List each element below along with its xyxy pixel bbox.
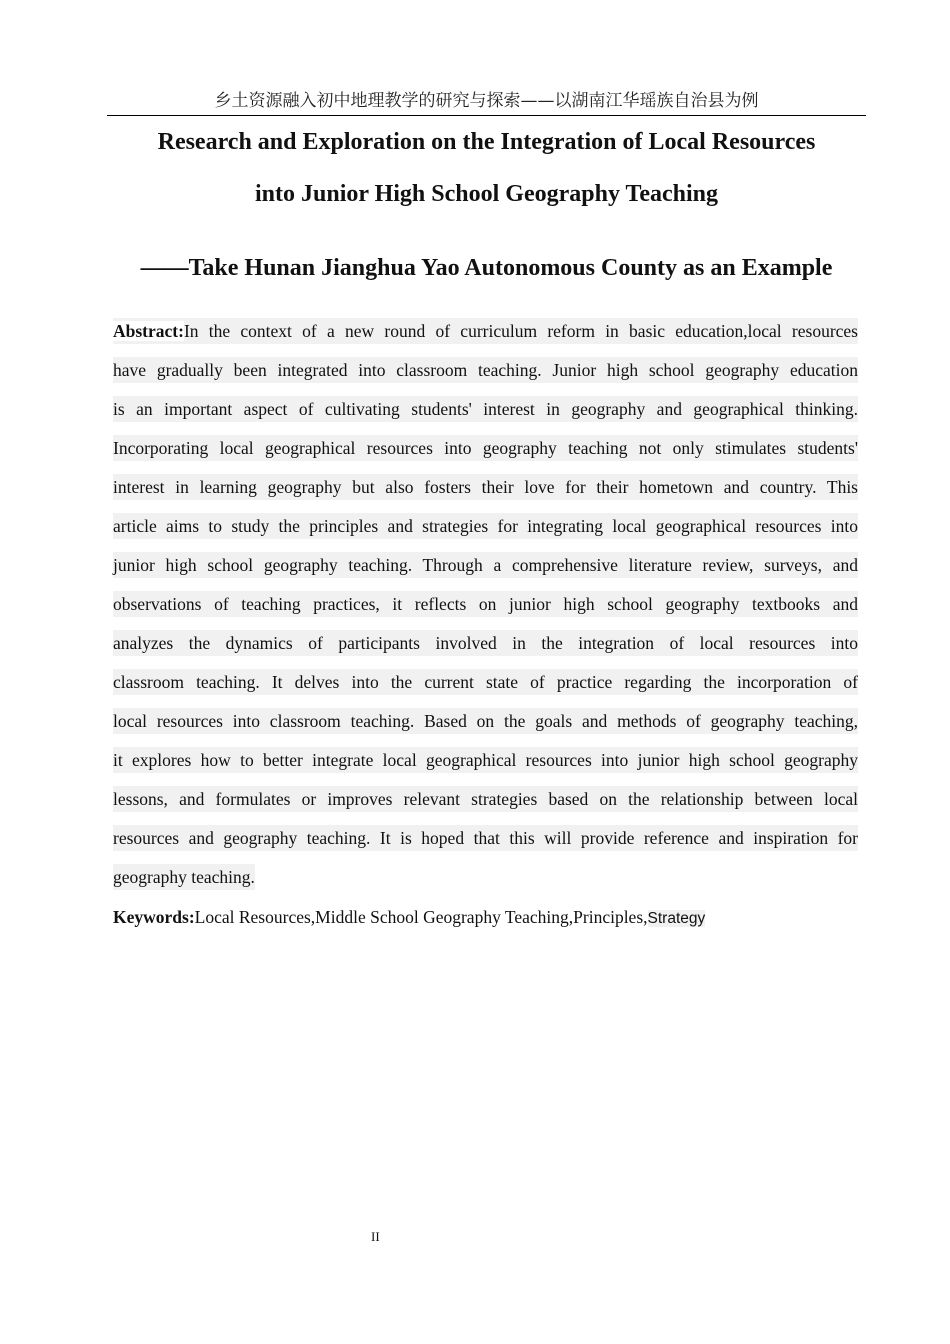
title-line-1: Research and Exploration on the Integration of Local Resources	[157, 129, 816, 155]
abstract-line	[113, 396, 858, 435]
abstract-text: classroom teaching. It delves into the current state of practice regarding the incorporation of	[113, 672, 858, 692]
abstract-text: In the context of a new round of curriculum reform in basic education,local resources	[183, 321, 858, 341]
abstract-line	[113, 357, 858, 396]
abstract-line-text	[113, 396, 858, 422]
abstract	[113, 318, 858, 903]
abstract-line-text	[113, 864, 255, 890]
abstract-line	[113, 474, 858, 513]
abstract-text: lessons, and formulates or improves relevant strategies based on the relationship between local	[113, 789, 858, 809]
abstract-text: interest in learning geography but also fosters their love for their hometown and country. This	[113, 477, 858, 497]
abstract-line-text	[113, 630, 858, 656]
abstract-line	[113, 513, 858, 552]
abstract-line	[113, 552, 858, 591]
abstract-line-text	[113, 669, 858, 695]
abstract-text: is an important aspect of cultivating students' interest in geography and geographical thinking.	[113, 399, 858, 419]
subtitle: ——Take Hunan Jianghua Yao Autonomous County as an Example	[140, 255, 833, 281]
keywords-last: Strategy	[647, 910, 706, 927]
abstract-text: observations of teaching practices, it reflects on junior high school geography textbooks and	[113, 594, 858, 614]
keywords-text: Local Resources,Middle School Geography Teaching,Principles,	[194, 907, 648, 927]
abstract-line	[113, 825, 858, 864]
abstract-line-text	[113, 708, 858, 734]
abstract-text: it explores how to better integrate local geographical resources into junior high school geography	[113, 750, 858, 770]
abstract-line-text	[113, 825, 858, 851]
abstract-line-text	[113, 786, 858, 812]
keywords	[113, 904, 705, 932]
abstract-line-text	[113, 474, 858, 500]
title-line-2: into Junior High School Geography Teaching	[255, 181, 718, 207]
abstract-text: geography teaching.	[113, 867, 255, 887]
abstract-line-text	[113, 552, 858, 578]
abstract-line	[113, 318, 858, 357]
abstract-line	[113, 747, 858, 786]
abstract-text: analyzes the dynamics of participants involved in the integration of local resources into	[113, 633, 858, 653]
keywords-label: Keywords:	[113, 907, 195, 927]
abstract-text: Incorporating local geographical resources into geography teaching not only stimulates students'	[113, 438, 858, 458]
abstract-line-text	[113, 513, 858, 539]
abstract-line-text	[113, 435, 858, 461]
abstract-line	[113, 669, 858, 708]
abstract-line	[113, 708, 858, 747]
abstract-line-text	[113, 357, 858, 383]
abstract-line	[113, 591, 858, 630]
abstract-line-text	[113, 318, 858, 344]
running-header: 乡土资源融入初中地理教学的研究与探索——以湖南江华瑶族自治县为例	[107, 90, 866, 116]
abstract-text: junior high school geography teaching. Through a comprehensive literature review, surveys, and	[113, 555, 858, 575]
abstract-text: have gradually been integrated into classroom teaching. Junior high school geography education	[113, 360, 858, 380]
abstract-text: article aims to study the principles and strategies for integrating local geographical resources into	[113, 516, 858, 536]
abstract-line-text	[113, 591, 858, 617]
abstract-text: local resources into classroom teaching. Based on the goals and methods of geography teaching,	[113, 711, 858, 731]
abstract-line-text	[113, 747, 858, 773]
abstract-text: resources and geography teaching. It is hoped that this will provide reference and inspiration for	[113, 828, 858, 848]
abstract-line	[113, 630, 858, 669]
abstract-line	[113, 435, 858, 474]
abstract-label: Abstract:	[113, 321, 184, 341]
abstract-line	[113, 786, 858, 825]
abstract-line	[113, 864, 858, 903]
page-number: II	[371, 1229, 380, 1244]
